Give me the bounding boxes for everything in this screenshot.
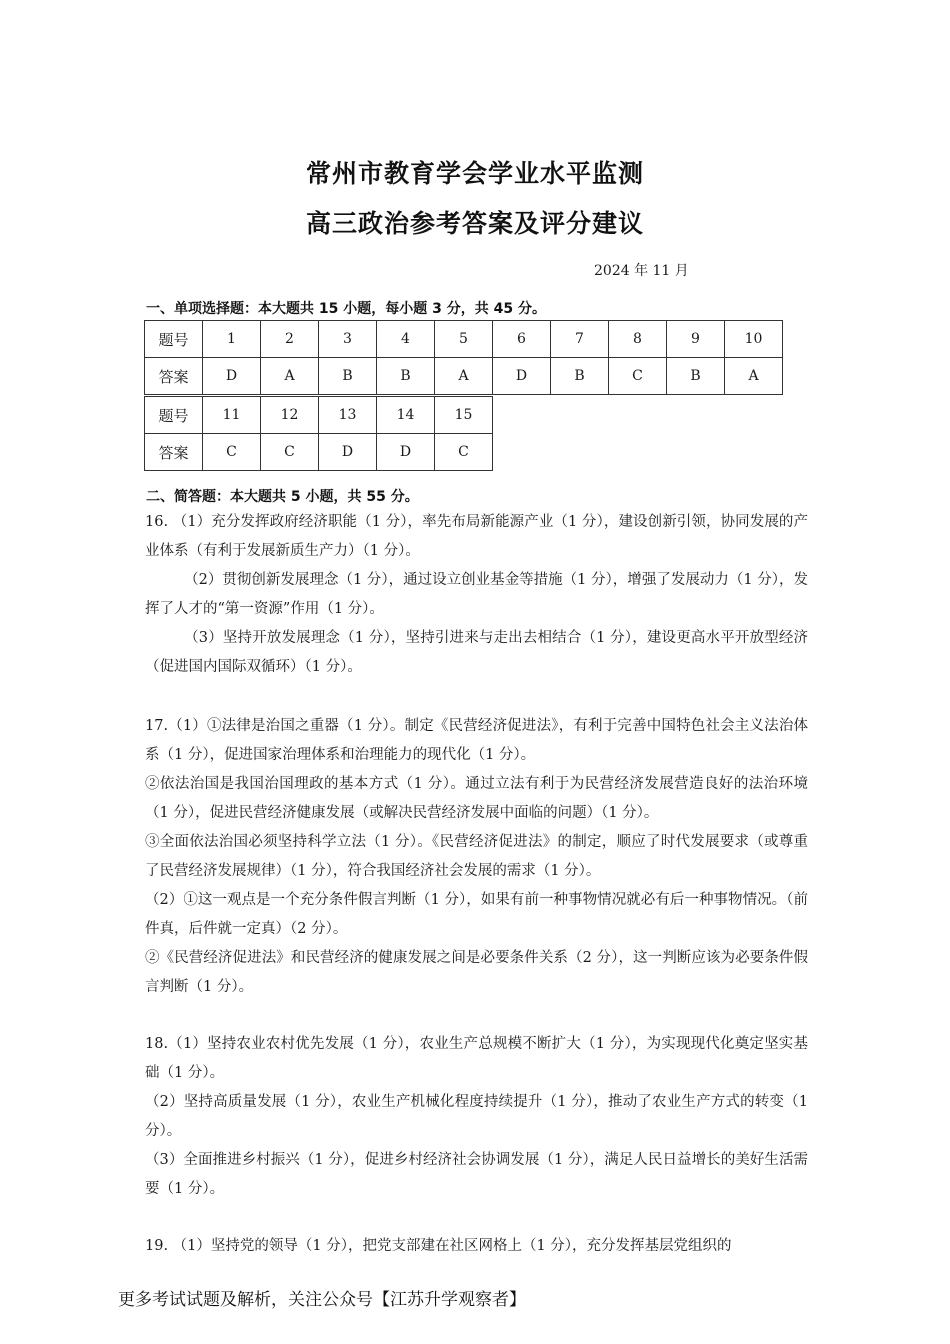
answer-paragraph: 17.（1）①法律是治国之重器（1 分）。制定《民营经济促进法》，有利于完善中国特色社会主义法治体系（1 分），促进国家治理体系和治理能力的现代化（1 分）。 (145, 718, 808, 763)
question-number: 13 (319, 397, 377, 434)
question-number: 10 (725, 321, 783, 358)
title-line-2: 高三政治参考答案及评分建议 (305, 209, 644, 238)
answer-paragraph: （2）坚持高质量发展（1 分），农业生产机械化程度持续提升（1 分），推动了农业生产方式的转变（1 分）。 (145, 1094, 808, 1139)
answer-cell: D (203, 358, 261, 395)
answer-cell: D (319, 434, 377, 471)
table-row (145, 397, 493, 434)
row-label: 答案 (145, 434, 203, 471)
answer-cell: A (435, 358, 493, 395)
answer-cell: C (609, 358, 667, 395)
title-line-1: 常州市教育学会学业水平监测 (305, 159, 644, 188)
answer-paragraph: （3）全面推进乡村振兴（1 分），促进乡村经济社会协调发展（1 分），满足人民日益增长的美好生活需要（1 分）。 (145, 1152, 808, 1197)
question-number: 11 (203, 397, 261, 434)
question-number: 2 (261, 321, 319, 358)
answer-18 (145, 1030, 808, 1204)
answer-cell: B (551, 358, 609, 395)
row-label: 答案 (145, 358, 203, 395)
table-row (145, 321, 783, 358)
answer-table-2 (144, 396, 493, 471)
question-number: 3 (319, 321, 377, 358)
section-2-heading: 二、简答题：本大题共 5 小题，共 55 分。 (146, 489, 419, 505)
answer-cell: C (203, 434, 261, 471)
answer-paragraph: （2）①这一观点是一个充分条件假言判断（1 分），如果有前一种事物情况就必有后一种事物情况。（前件真，后件就一定真）（2 分）。 (145, 892, 808, 937)
question-number: 1 (203, 321, 261, 358)
answer-paragraph: 18.（1）坚持农业农村优先发展（1 分），农业生产总规模不断扩大（1 分），为实现现代化奠定坚实基础（1 分）。 (145, 1036, 808, 1081)
answer-paragraph: 19. （1）坚持党的领导（1 分），把党支部建在社区网格上（1 分），充分发挥基层党组织的 (145, 1238, 732, 1254)
answer-paragraph: ②《民营经济促进法》和民营经济的健康发展之间是必要条件关系（2 分），这一判断应该为必要条件假言判断（1 分）。 (145, 950, 808, 995)
answer-cell: A (725, 358, 783, 395)
question-number: 8 (609, 321, 667, 358)
answer-cell: C (261, 434, 319, 471)
question-number: 14 (377, 397, 435, 434)
answer-17 (145, 712, 808, 1002)
answer-table-1 (144, 320, 783, 395)
table-row (145, 434, 493, 471)
section-1-heading: 一、单项选择题：本大题共 15 小题，每小题 3 分，共 45 分。 (146, 301, 546, 317)
document-date: 2024 年 11 月 (594, 263, 689, 279)
answer-paragraph: 16. （1）充分发挥政府经济职能（1 分），率先布局新能源产业（1 分），建设创新引领，协同发展的产业体系（有利于发展新质生产力）（1 分）。 (145, 514, 808, 559)
answer-19 (145, 1232, 808, 1261)
answer-cell: C (435, 434, 493, 471)
row-label: 题号 (145, 397, 203, 434)
answer-paragraph: ②依法治国是我国治国理政的基本方式（1 分）。通过立法有利于为民营经济发展营造良好的法治环境（1 分），促进民营经济健康发展（或解决民营经济发展中面临的问题）（1 分）。 (145, 776, 808, 821)
row-label: 题号 (145, 321, 203, 358)
question-number: 7 (551, 321, 609, 358)
answer-cell: B (377, 358, 435, 395)
question-number: 5 (435, 321, 493, 358)
answer-cell: D (493, 358, 551, 395)
answer-paragraph: （2）贯彻创新发展理念（1 分），通过设立创业基金等措施（1 分），增强了发展动力（1 分），发挥了人才的“第一资源”作用（1 分）。 (145, 572, 808, 617)
question-number: 4 (377, 321, 435, 358)
table-row (145, 358, 783, 395)
question-number: 9 (667, 321, 725, 358)
answer-cell: B (319, 358, 377, 395)
answer-cell: A (261, 358, 319, 395)
answer-cell: D (377, 434, 435, 471)
question-number: 6 (493, 321, 551, 358)
answer-cell: B (667, 358, 725, 395)
footer-promo: 更多考试试题及解析，关注公众号【江苏升学观察者】 (118, 1290, 526, 1310)
answer-paragraph: （3）坚持开放发展理念（1 分），坚持引进来与走出去相结合（1 分），建设更高水平开放型经济（促进国内国际双循环）（1 分）。 (145, 630, 808, 675)
answer-paragraph: ③全面依法治国必须坚持科学立法（1 分）。《民营经济促进法》的制定，顺应了时代发展要求（或尊重了民营经济发展规律）（1 分），符合我国经济社会发展的需求（1 分）。 (145, 834, 808, 879)
question-number: 15 (435, 397, 493, 434)
answer-16 (145, 508, 808, 682)
question-number: 12 (261, 397, 319, 434)
